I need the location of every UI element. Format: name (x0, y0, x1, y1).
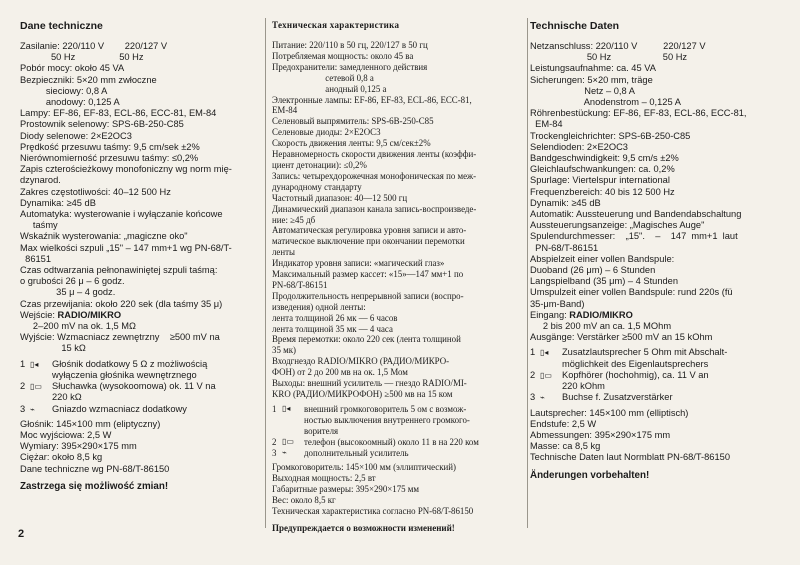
german-title: Technische Daten (530, 20, 620, 32)
connector-row (20, 404, 257, 415)
connector-row (20, 381, 257, 403)
spec-line: Netzanschluss: 220/110 V 220/127 V (530, 41, 706, 51)
spec-line: Leistungsaufnahme: ca. 45 VA (530, 63, 656, 74)
spec-line: PN-68/T-86151 (530, 242, 599, 253)
connector-number: 2 (272, 436, 277, 447)
spec-line: Spulendurchmesser: „15". – 147 mm+1 laut (530, 231, 738, 242)
spec-line: Zapis czterościeżkowy monofoniczny wg norm mię- (20, 164, 232, 175)
polish-column (20, 20, 257, 492)
headphone-socket-icon: ▯▭ (540, 370, 552, 380)
spec-line: Lautsprecher: 145×100 mm (elliptisch) (530, 407, 689, 418)
polish-warning: Zastrzega się możliwość zmian! (20, 480, 169, 492)
spec-line: Umspulzeit einer vollen Bandspule: rund 220s (fü (530, 287, 733, 298)
connector-row (20, 359, 257, 381)
russian-connectors (272, 404, 524, 459)
spec-line: дународному стандарту (272, 181, 362, 192)
spec-line: Trockengleichrichter: SPS-6B-250-C85 (530, 130, 691, 141)
amplifier-socket-icon: ⌁ (540, 393, 545, 403)
spec-line: циент детонации): ≤0,2% (272, 159, 367, 170)
spec-line: ФОН) от 2 до 200 мв на ок. 1,5 Мом (272, 367, 408, 378)
spec-line: 35 мк) (272, 345, 296, 356)
connector-row (530, 392, 788, 403)
spec-line: sieciowy: 0,8 A (20, 85, 108, 96)
spec-line: Langspielband (35 μm) – 4 Stunden (530, 276, 679, 287)
spec-line: Индикатор уровня записи: «магический глаз» (272, 258, 445, 269)
spec-line: Скорость движения ленты: 9,5 см/сек±2% (272, 138, 431, 149)
spec-line: KRO (РАДИО/МИКРОФОН) ≥500 мв на 15 ком (272, 389, 453, 399)
spec-line: Громкоговоритель: 145×100 мм (эллиптический) (272, 462, 456, 473)
spec-line: 35-μm-Band) (530, 298, 585, 309)
russian-column (272, 20, 524, 533)
spec-line: матическое выключение при окончании перемотки (272, 236, 465, 247)
connector-row (272, 448, 524, 459)
spec-line: сетевой 0,8 а (272, 72, 374, 83)
connector-row (272, 437, 524, 448)
connector-text: дополнительный усилитель (304, 447, 409, 458)
spec-line: Автоматическая регулировка уровня записи и авто- (272, 225, 467, 236)
spec-line: Время перемотки: около 220 сек (лента толщиной (272, 334, 461, 345)
speaker-socket-icon: ▯◂ (30, 359, 39, 369)
spec-line: Динамический диапазон канала запись-воспроизведе- (272, 203, 477, 214)
spec-line: Dynamika: ≥45 dB (20, 197, 96, 208)
speaker-socket-icon: ▯◂ (540, 348, 549, 358)
spec-line: EM-84 (530, 119, 563, 130)
spec-line: Abspielzeit einer vollen Bandspule: (530, 253, 675, 264)
spec-line: анодный 0,125 а (272, 83, 387, 94)
spec-line: Wskaźnik wysterowania: „magiczne oko" (20, 231, 188, 242)
spec-line: 50 Hz 50 Hz (20, 52, 144, 63)
german-column (530, 20, 788, 481)
german-input-value: 2 bis 200 mV an ca. 1,5 MOhm (530, 321, 672, 332)
connector-number: 3 (20, 403, 26, 414)
polish-title: Dane techniczne (20, 20, 103, 32)
spec-line: Röhrenbestückung: EF-86, EF-83, ECL-86, ECC-81, (530, 108, 747, 119)
spec-line: Продолжительность непрерывной записи (воспро- (272, 290, 464, 301)
spec-line: 35 μ – 4 godz. (20, 287, 116, 298)
spec-line: Питание: 220/110 в 50 гц, 220/127 в 50 гц (272, 40, 428, 50)
spec-line: Prędkość przesuwu taśmy: 9,5 cm/sek ±2% (20, 141, 200, 152)
polish-specs-b (20, 419, 257, 475)
spec-line: PN-68/T-86151 (272, 279, 328, 290)
connector-row (530, 347, 788, 369)
spec-line: dzynarod. (20, 175, 61, 186)
spec-line: Селеновый выпрямитель: SPS-6B-250-C85 (272, 116, 434, 127)
polish-input-line: Wejście: RADIO/MIKRO (20, 309, 122, 320)
spec-line: Bandgeschwindigkeit: 9,5 cm/s ±2% (530, 153, 679, 164)
spec-line: Gleichlaufschwankungen: ca. 0,2% (530, 164, 675, 175)
german-warning: Änderungen vorbehalten! (530, 469, 650, 481)
spec-line: лента толщиной 35 мк — 4 часа (272, 323, 393, 334)
spec-line: лента толщиной 26 мк — 6 часов (272, 312, 398, 323)
spec-line: Duoband (26 μm) – 6 Stunden (530, 265, 656, 276)
speaker-socket-icon: ▯◂ (282, 403, 291, 413)
spec-line: Masse: ca 8,5 kg (530, 441, 601, 452)
spec-line: Endstufe: 2,5 W (530, 418, 597, 429)
spec-line: Wyjście: Wzmacniacz zewnętrzny ≥500 mV na (20, 332, 220, 343)
spec-line: anodowy: 0,125 A (20, 97, 120, 108)
spec-line: 15 kΩ (20, 343, 86, 354)
connector-text: Zusatzlautsprecher 5 Ohm mit Abschalt- möglichkeit des Eigenlautsprechers (562, 347, 728, 369)
connector-text: внешний громкоговоритель 5 ом с возмож- ностью выключения внутреннего громкого- ворителя (304, 403, 470, 436)
polish-specs (20, 41, 257, 310)
spec-line: Sicherungen: 5×20 mm, träge (530, 74, 653, 85)
spec-line: o grubości 26 μ – 6 godz. (20, 276, 125, 287)
spec-line: Dynamik: ≥45 dB (530, 197, 601, 208)
german-connectors (530, 347, 788, 403)
connector-text: Kopfhörer (hochohmig), ca. 11 V an 220 kOhm (562, 369, 709, 392)
spec-line: taśmy (20, 220, 58, 231)
spec-line: Technische Daten laut Normblatt PN-68/T-86150 (530, 452, 730, 463)
spec-line: изведения) одной ленты: (272, 301, 366, 312)
russian-specs-b (272, 462, 524, 517)
spec-line: Габаритные размеры: 395×290×175 мм (272, 484, 420, 495)
connector-text: Buchse f. Zusatzverstärker (562, 392, 673, 403)
german-output (530, 332, 788, 343)
russian-title: Техническая характеристика (272, 20, 400, 30)
spec-line: Частотный диапазон: 40—12 500 гц (272, 192, 408, 203)
spec-line: 50 Hz 50 Hz (530, 52, 688, 63)
amplifier-socket-icon: ⌁ (282, 447, 287, 457)
polish-output (20, 332, 257, 354)
polish-connectors (20, 359, 257, 415)
spec-line: Moc wyjściowa: 2,5 W (20, 429, 112, 440)
spec-line: Потребляемая мощность: около 45 ва (272, 50, 414, 61)
spec-line: Automatik: Aussteuerung und Bandendabschaltung (530, 209, 742, 220)
polish-input-value: 2–200 mV na ok. 1,5 MΩ (20, 321, 136, 332)
connector-number: 1 (530, 347, 536, 358)
connector-text: Słuchawka (wysokoomowa) ok. 11 V na 220 kΩ (52, 381, 216, 403)
german-input-line: Eingang: RADIO/MIKRO (530, 309, 633, 320)
headphone-socket-icon: ▯▭ (282, 436, 294, 446)
spec-line: Max wielkości szpuli „15" – 147 mm+1 wg PN-68/T- (20, 242, 232, 253)
spec-line: ленты (272, 247, 295, 258)
spec-line: Ausgänge: Verstärker ≥500 mV an 15 kOhm (530, 332, 713, 343)
connector-number: 3 (530, 392, 536, 403)
spec-line: Frequenzbereich: 40 bis 12 500 Hz (530, 186, 675, 197)
russian-warning: Предупреждается о возможности изменений! (272, 522, 455, 533)
spec-line: Bezpieczniki: 5×20 mm zwłoczne (20, 74, 157, 85)
spec-line: Głośnik: 145×100 mm (eliptyczny) (20, 418, 161, 429)
spec-line: Выходная мощность: 2,5 вт (272, 473, 376, 484)
spec-line: Lampy: EF-86, EF-83, ECL-86, ECC-81, EM-84 (20, 108, 217, 119)
connector-row (530, 370, 788, 392)
spec-line: Nierównomierność przesuwu taśmy: ≤0,2% (20, 153, 199, 164)
spec-line: Netz – 0,8 A (530, 85, 635, 96)
spec-line: Вес: около 8,5 кг (272, 495, 336, 506)
connector-text: Gniazdo wzmacniacz dodatkowy (52, 403, 187, 414)
spec-line: Prostownik selenowy: SPS-6B-250-C85 (20, 119, 184, 130)
spec-line: Automatyka: wysterowanie i wyłączanie końcowe (20, 209, 223, 220)
spec-line: Czas przewijania: około 220 sek (dla taśmy 35 μ) (20, 298, 223, 309)
german-specs-b (530, 408, 788, 464)
spec-line: EM-84 (272, 105, 298, 116)
page-number: 2 (18, 528, 25, 540)
spec-line: Ciężar: około 8,5 kg (20, 452, 103, 463)
spec-line: Wymiary: 395×290×175 mm (20, 441, 137, 452)
spec-line: Selendioden: 2×E2OC3 (530, 141, 628, 152)
headphone-socket-icon: ▯▭ (30, 382, 42, 392)
spec-line: Максимальный размер кассет: «15»—147 мм+1 по (272, 269, 464, 280)
spec-line: Селеновые диоды: 2×E2OC3 (272, 127, 381, 138)
spec-line: 86151 (20, 253, 52, 264)
connector-number: 2 (530, 369, 536, 380)
spec-line: Техническая характеристика согласно PN-68/T-86150 (272, 506, 474, 517)
spec-line: Электронные лампы: EF-86, EF-83, ECL-86, ECC-81, (272, 94, 472, 105)
spec-line: Abmessungen: 395×290×175 mm (530, 429, 671, 440)
connector-number: 2 (20, 381, 26, 392)
spec-line: Неравномерность скорости движения ленты (коэффи- (272, 149, 477, 160)
russian-specs (272, 40, 524, 400)
spec-line: Zakres częstotliwości: 40–12 500 Hz (20, 186, 171, 197)
spec-line: Dane techniczne wg PN-68/T-86150 (20, 463, 170, 474)
connector-number: 3 (272, 447, 277, 458)
connector-text: Głośnik dodatkowy 5 Ω z możliwością wyłączenia głośnika wewnętrznego (52, 358, 208, 380)
spec-line: Выходы: внешний усилитель — гнездо RADIO/MI- (272, 378, 467, 389)
spec-line: Diody selenowe: 2×E2OC3 (20, 130, 132, 141)
connector-text: телефон (высокоомный) около 11 в на 220 ком (304, 436, 479, 447)
connector-row (272, 404, 524, 437)
connector-number: 1 (272, 403, 277, 414)
spec-line: Pobór mocy: około 45 VA (20, 63, 125, 74)
amplifier-socket-icon: ⌁ (30, 404, 35, 414)
spec-line: Запись: четырехдорожечная монофоническая по меж- (272, 170, 477, 181)
connector-number: 1 (20, 358, 26, 369)
spec-line: Aussteuerungsanzeige: „Magisches Auge" (530, 220, 705, 231)
spec-line: ние: ≥45 дб (272, 214, 316, 225)
column-divider-1 (265, 18, 266, 528)
spec-line: Zasilanie: 220/110 V 220/127 V (20, 41, 168, 51)
spec-line: Spurlage: Viertelspur international (530, 175, 670, 186)
column-divider-2 (527, 18, 528, 528)
spec-line: Входгнездо RADIO/MIKRO (РАДИО/МИКРО- (272, 356, 450, 367)
german-specs (530, 41, 788, 310)
spec-line: Предохранители: замедленного действия (272, 61, 428, 72)
spec-line: Anodenstrom – 0,125 A (530, 97, 681, 108)
spec-line: Czas odtwarzania pełnonawiniętej szpuli taśmą: (20, 265, 218, 276)
